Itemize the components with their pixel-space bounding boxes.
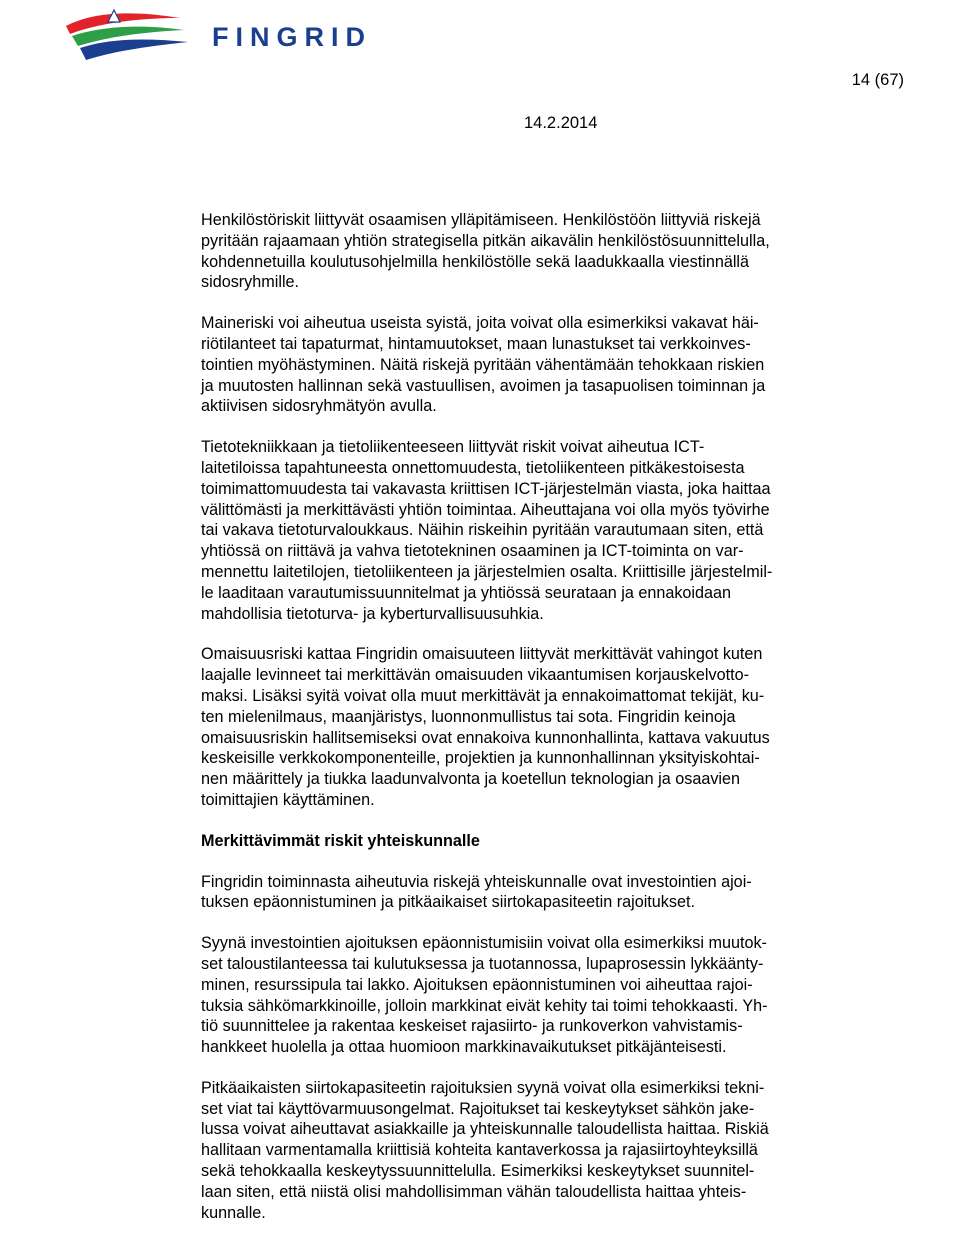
paragraph bbox=[201, 437, 851, 624]
paragraph bbox=[201, 644, 851, 810]
text-line: tuksia sähkömarkkinoille, jolloin markkinat eivät kehity tai toimi tehokkaasti. Yh- bbox=[201, 996, 768, 1015]
section-heading bbox=[201, 831, 851, 852]
page-number: 14 (67) bbox=[851, 71, 904, 89]
text-line: hankkeet huolella ja ottaa huomioon markkinavaikutukset pitkäjänteisesti. bbox=[201, 1038, 727, 1057]
document-date: 14.2.2014 bbox=[524, 114, 598, 132]
text-line: aktiivisen sidosryhmätyön avulla. bbox=[201, 397, 437, 416]
text-line: kohdennetuilla koulutusohjelmilla henkilöstölle sekä laadukkaalla viestinnällä bbox=[201, 252, 750, 271]
text-line: ten mielenilmaus, maanjäristys, luonnonmullistus tai sota. Fingridin keinoja bbox=[201, 707, 736, 726]
paragraph bbox=[201, 872, 851, 914]
text-line: Maineriski voi aiheutua useista syistä, joita voivat olla esimerkiksi vakavat häi- bbox=[201, 314, 759, 333]
text-line: Syynä investointien ajoituksen epäonnistumisiin voivat olla esimerkiksi muutok- bbox=[201, 934, 767, 953]
text-line: ja muutosten hallinnan sekä vastuullisen, avoimen ja tasapuolisen toiminnan ja bbox=[201, 376, 766, 395]
text-line: lussa voivat aiheuttavat asiakkaille ja yhteiskunnalle taloudellista haittaa. Riskiä bbox=[201, 1120, 769, 1139]
text-line: kunnalle. bbox=[201, 1203, 266, 1222]
text-line: sekä tehokkaalla keskeytyssuunnittelulla. Esimerkiksi keskeytykset suunnitel- bbox=[201, 1162, 755, 1181]
text-line: le laaditaan varautumissuunnitelmat ja yhtiössä seurataan ja ennakoidaan bbox=[201, 583, 732, 602]
text-line: tiö suunnittelee ja rakentaa keskeiset rajasiirto- ja runkoverkon vahvistamis- bbox=[201, 1017, 743, 1036]
paragraph bbox=[201, 1078, 851, 1224]
text-line: yhtiössä on riittävä ja vahva tietotekninen osaaminen ja ICT-toiminta on var- bbox=[201, 542, 744, 561]
text-line: sidosryhmille. bbox=[201, 273, 300, 292]
text-line: toimittajien käyttäminen. bbox=[201, 790, 375, 809]
text-line: omaisuusriskin hallitsemiseksi ovat ennakoiva kunnonhallinta, kattava vakuutus bbox=[201, 728, 770, 747]
paragraph bbox=[201, 210, 851, 293]
text-line: tai vakava tietoturvaloukkaus. Näihin riskeihin pyritään varautumaan siten, että bbox=[201, 521, 764, 540]
text-line: Omaisuusriski kattaa Fingridin omaisuuteen liittyvät merkittävät vahingot kuten bbox=[201, 645, 763, 664]
logo-wordmark: FINGRID bbox=[212, 22, 372, 52]
text-line: tointien myöhästyminen. Näitä riskejä pyritään vähentämään tehokkaan riskien bbox=[201, 355, 765, 374]
text-line: mennettu laitetilojen, tietoliikenteen ja järjestelmien osalta. Kriittisille järjestelmil- bbox=[201, 562, 773, 581]
text-line: maksi. Lisäksi syitä voivat olla muut merkittävät ja ennakoimattomat tekijät, ku- bbox=[201, 686, 765, 705]
text-line: minen, resurssipula tai lakko. Ajoituksen epäonnistuminen voi aiheuttaa rajoi- bbox=[201, 975, 753, 994]
text-line: laajalle levinneet tai merkittävän omaisuuden vikaantumisen korjauskelvotto- bbox=[201, 666, 749, 685]
text-line: nen määrittely ja tiukka laadunvalvonta ja koetellun teknologian ja osaavien bbox=[201, 770, 741, 789]
text-line: Merkittävimmät riskit yhteiskunnalle bbox=[201, 831, 480, 850]
text-line: set taloustilanteessa tai kulutuksessa ja tuotannossa, lupaprosessin lykkäänty- bbox=[201, 954, 764, 973]
fingrid-swoosh-icon bbox=[62, 4, 202, 62]
document-body bbox=[201, 210, 851, 1243]
paragraph bbox=[201, 313, 851, 417]
text-line: välittömästi ja merkittävästi yhtiön toimintaa. Aiheuttajana voi olla myös työvirhe bbox=[201, 500, 770, 519]
text-line: Tietotekniikkaan ja tietoliikenteeseen liittyvät riskit voivat aiheutua ICT- bbox=[201, 438, 705, 457]
text-line: keskeisille verkkokomponenteille, projektien ja kunnonhallinnan yksityiskohtai- bbox=[201, 749, 760, 768]
fingrid-logo bbox=[62, 4, 372, 62]
text-line: pyritään rajaamaan yhtiön strategisella pitkän aikavälin henkilöstösuunnittelulla, bbox=[201, 231, 770, 250]
text-line: laitetiloissa tapahtuneesta onnettomuudesta, tietoliikenteen pitkäkestoisesta bbox=[201, 458, 745, 477]
text-line: mahdollisia tietoturva- ja kyberturvallisuusuhkia. bbox=[201, 604, 544, 623]
text-line: hallitaan varmentamalla kriittisiä kohteita kantaverkossa ja rajasiirtoyhteyksillä bbox=[201, 1141, 758, 1160]
text-line: Pitkäaikaisten siirtokapasiteetin rajoituksien syynä voivat olla esimerkiksi tekni- bbox=[201, 1078, 765, 1097]
text-line: Henkilöstöriskit liittyvät osaamisen ylläpitämiseen. Henkilöstöön liittyviä riskejä bbox=[201, 211, 761, 229]
paragraph bbox=[201, 933, 851, 1058]
text-line: set viat tai käyttövarmuusongelmat. Rajoitukset tai keskeytykset sähkön jake- bbox=[201, 1099, 755, 1118]
text-line: laan siten, että niistä olisi mahdollisimman vähän taloudellista haittaa yhteis- bbox=[201, 1182, 747, 1201]
text-line: tuksen epäonnistuminen ja pitkäaikaiset siirtokapasiteetin rajoitukset. bbox=[201, 893, 695, 912]
text-line: riötilanteet tai tapaturmat, hintamuutokset, maan lunastukset tai verkkoinves- bbox=[201, 334, 751, 353]
text-line: Fingridin toiminnasta aiheutuvia riskejä yhteiskunnalle ovat investointien ajoi- bbox=[201, 872, 752, 891]
text-line: toimimattomuudesta tai vakavasta kriittisen ICT-järjestelmän viasta, joka haittaa bbox=[201, 479, 771, 498]
